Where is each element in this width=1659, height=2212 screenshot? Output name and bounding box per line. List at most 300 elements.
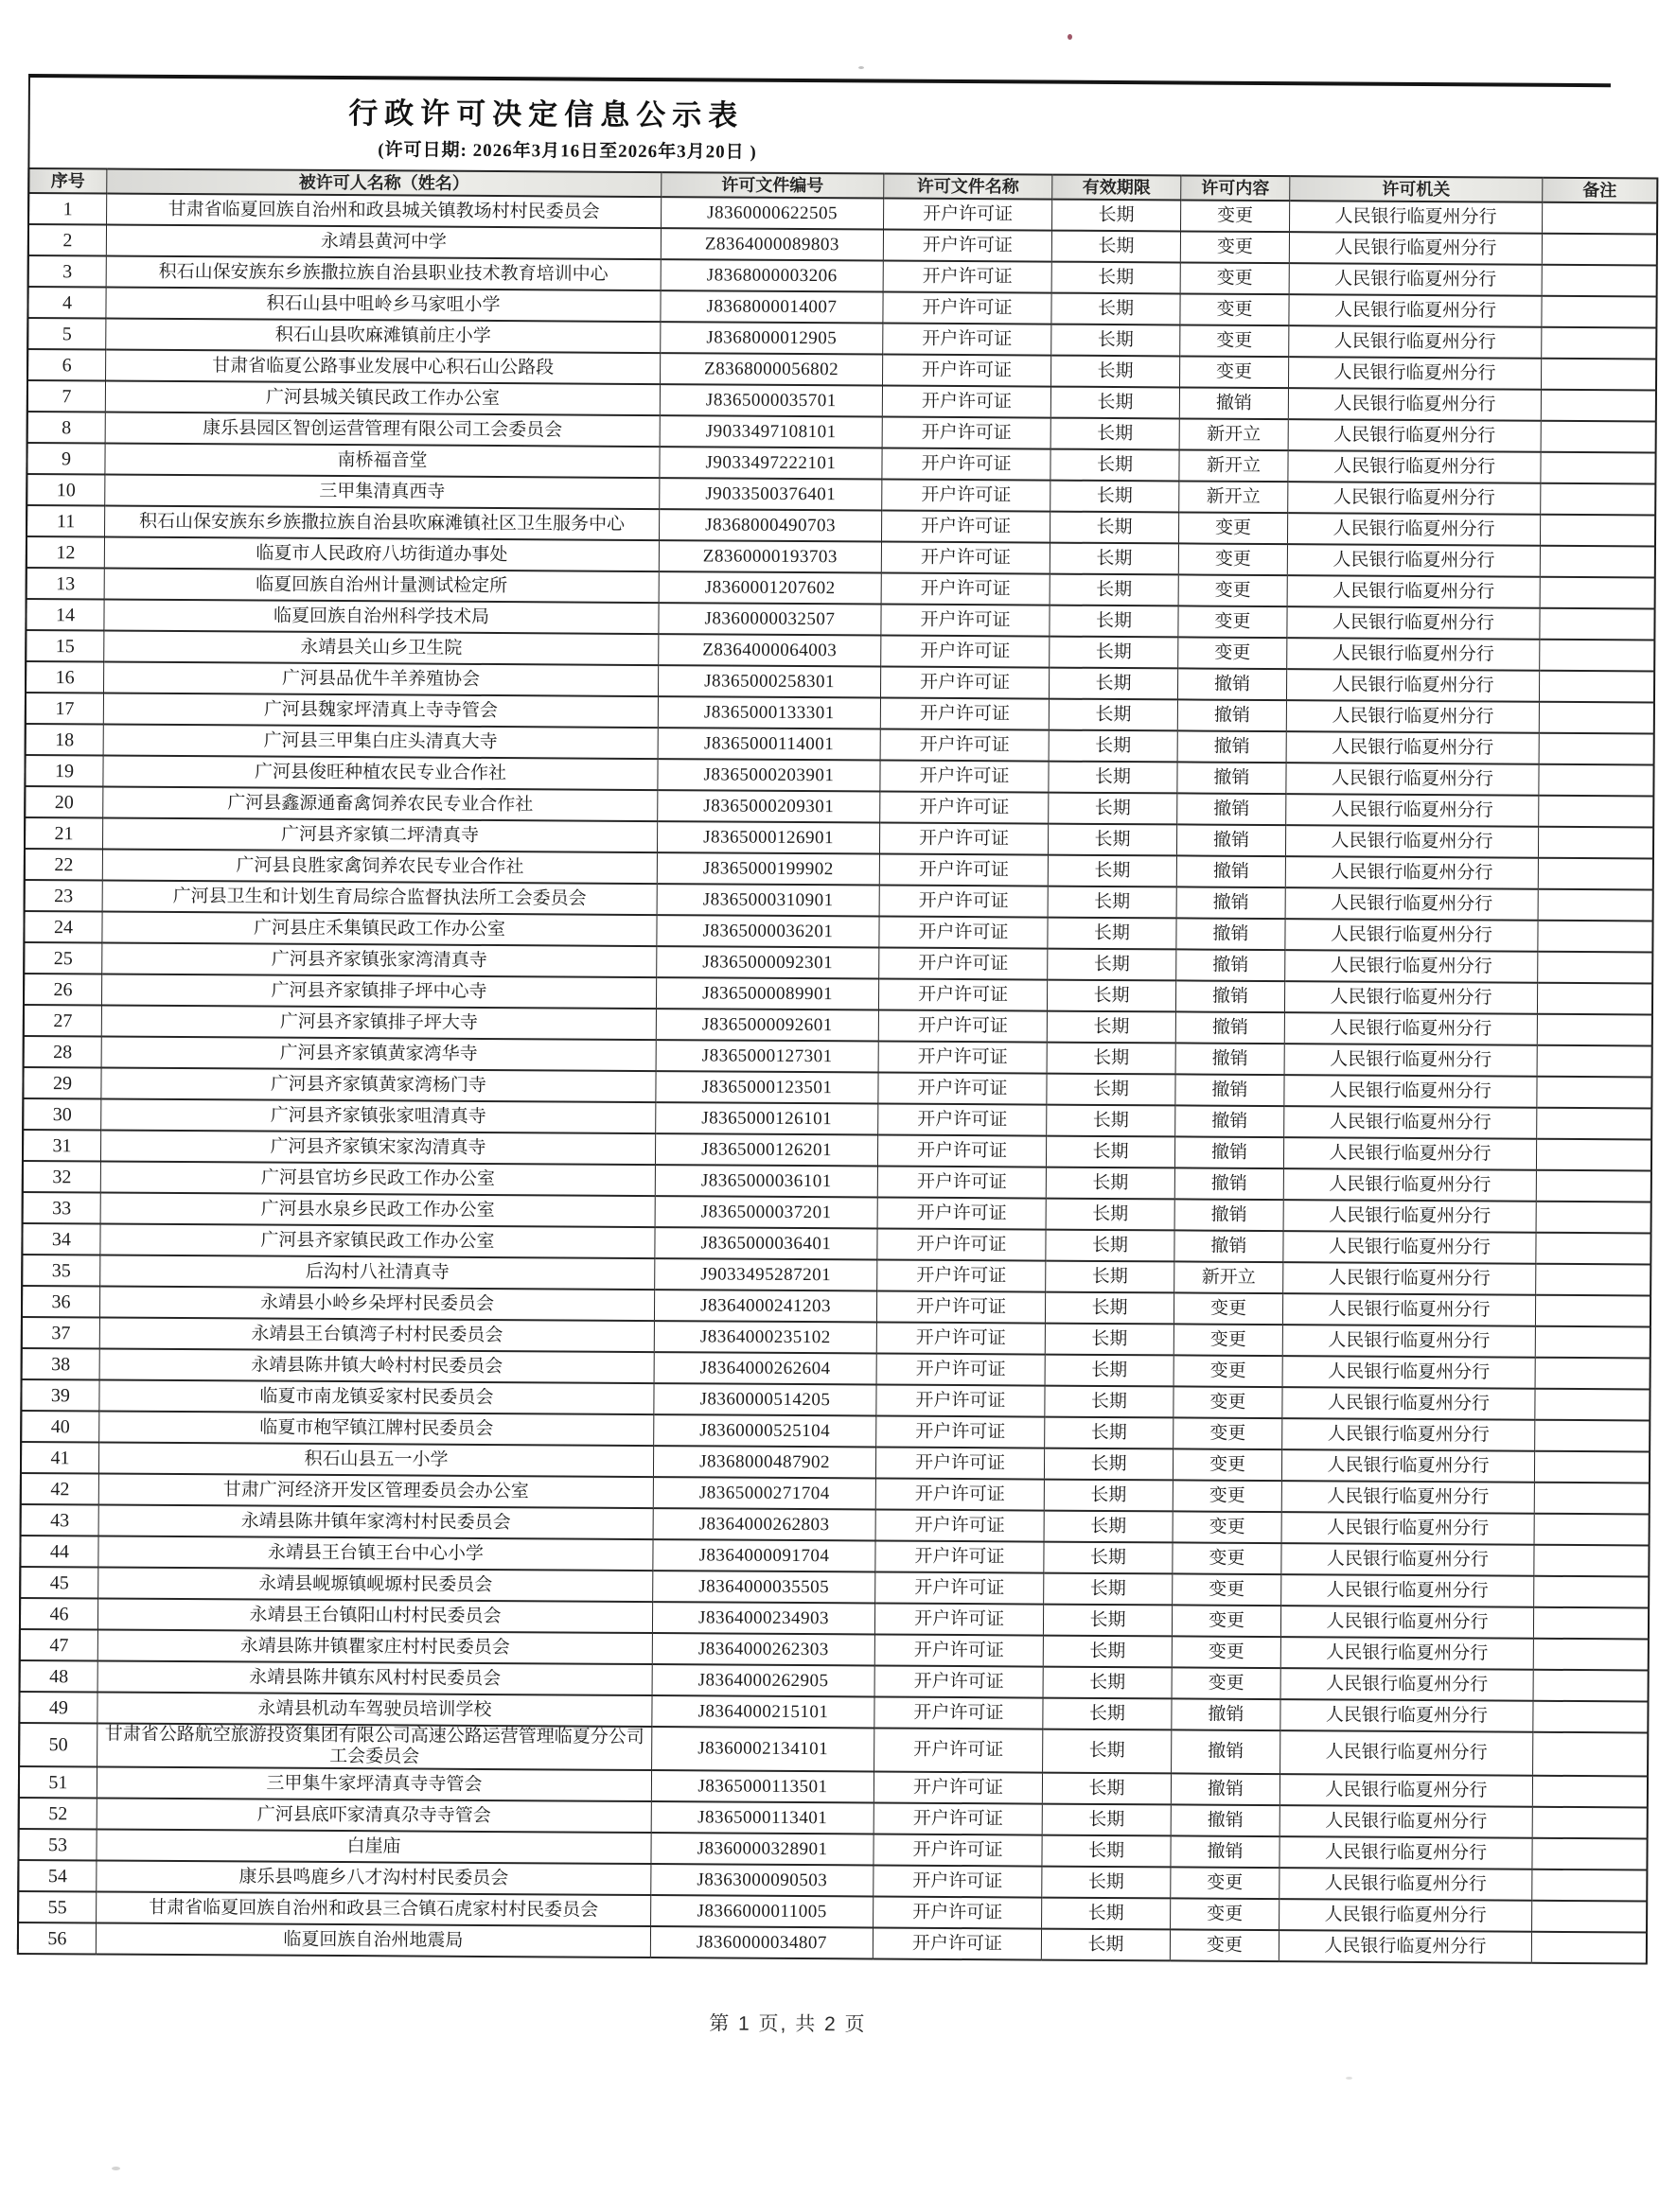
- cell-seq: 23: [25, 880, 103, 912]
- cell-doc-name: 开户许可证: [881, 605, 1050, 637]
- cell-doc-name: 开户许可证: [874, 1728, 1043, 1772]
- cell-licensee: 永靖县机动车驾驶员培训学校: [97, 1692, 652, 1727]
- cell-doc-name: 开户许可证: [877, 1229, 1046, 1261]
- cell-seq: 54: [18, 1860, 97, 1892]
- cell-authority: 人民银行临夏州分行: [1286, 669, 1539, 702]
- cell-remark: [1540, 515, 1655, 547]
- cell-content: 变更: [1180, 262, 1289, 294]
- cell-licensee: 广河县卫生和计划生育局综合监督执法所工会委员会: [102, 880, 657, 915]
- cell-licensee: 三甲集清真西寺: [105, 475, 660, 510]
- cell-seq: 4: [27, 287, 106, 319]
- cell-doc-number: J8365000092601: [656, 1009, 878, 1041]
- cell-seq: 5: [27, 318, 106, 350]
- cell-licensee: 甘肃省临夏回族自治州和政县三合镇石虎家村村民委员会: [97, 1891, 651, 1926]
- cell-licensee: 广河县良胜家禽饲养农民专业合作社: [102, 849, 657, 884]
- cell-remark: [1534, 1514, 1650, 1546]
- cell-remark: [1535, 1358, 1650, 1390]
- cell-authority: 人民银行临夏州分行: [1281, 1543, 1534, 1576]
- cell-validity: 长期: [1042, 1773, 1171, 1805]
- cell-licensee: 南桥福音堂: [105, 444, 660, 479]
- cell-doc-number: J8360001207602: [659, 571, 881, 604]
- cell-validity: 长期: [1044, 1542, 1173, 1574]
- cell-doc-number: J8365000310901: [657, 884, 879, 916]
- cell-seq: 49: [19, 1692, 97, 1724]
- cell-validity: 长期: [1044, 1573, 1173, 1606]
- cell-validity: 长期: [1049, 730, 1177, 763]
- table-body: [18, 193, 1657, 1963]
- cell-seq: 50: [19, 1723, 97, 1767]
- cell-doc-name: 开户许可证: [876, 1415, 1045, 1448]
- cell-seq: 46: [20, 1598, 98, 1630]
- cell-authority: 人民银行临夏州分行: [1284, 1075, 1537, 1108]
- cell-remark: [1539, 733, 1654, 765]
- cell-doc-name: 开户许可证: [880, 729, 1049, 762]
- cell-remark: [1535, 1326, 1650, 1359]
- cell-doc-number: J8360000034807: [650, 1926, 873, 1958]
- cell-content: 撤销: [1171, 1773, 1280, 1805]
- cell-authority: 人民银行临夏州分行: [1282, 1293, 1535, 1326]
- cell-doc-number: J8365000199902: [657, 852, 879, 885]
- cell-seq: 35: [22, 1255, 100, 1287]
- cell-doc-number: J8364000262303: [652, 1633, 874, 1665]
- cell-remark: [1538, 827, 1653, 859]
- cell-seq: 30: [23, 1098, 101, 1131]
- cell-remark: [1535, 1295, 1650, 1327]
- cell-licensee: 永靖县王台镇王台中心小学: [98, 1536, 653, 1571]
- cell-validity: 长期: [1045, 1292, 1174, 1325]
- cell-seq: 22: [25, 849, 103, 881]
- cell-seq: 47: [20, 1629, 98, 1661]
- cell-seq: 21: [25, 817, 103, 850]
- cell-licensee: 广河县鑫源通畜禽饲养农民专业合作社: [103, 786, 658, 821]
- cell-doc-number: Z8364000064003: [659, 634, 881, 666]
- cell-validity: 长期: [1047, 1105, 1175, 1137]
- cell-authority: 人民银行临夏州分行: [1286, 700, 1539, 733]
- cell-validity: 长期: [1050, 574, 1178, 606]
- page-subtitle: (许可日期: 2026年3月16日至2026年3月20日 ): [378, 140, 757, 163]
- cell-doc-number: Z8368000056802: [661, 353, 883, 385]
- cell-doc-name: 开户许可证: [874, 1896, 1042, 1928]
- cell-authority: 人民银行临夏州分行: [1283, 1231, 1536, 1264]
- cell-authority: 人民银行临夏州分行: [1282, 1418, 1535, 1451]
- cell-seq: 39: [21, 1379, 99, 1412]
- cell-doc-name: 开户许可证: [881, 542, 1050, 574]
- cell-doc-name: 开户许可证: [880, 667, 1049, 699]
- cell-doc-number: J8365000113501: [651, 1770, 874, 1802]
- cell-authority: 人民银行临夏州分行: [1280, 1606, 1533, 1639]
- cell-seq: 51: [19, 1766, 97, 1799]
- cell-content: 变更: [1178, 543, 1287, 575]
- cell-content: 变更: [1173, 1542, 1281, 1574]
- cell-licensee: 广河县魏家坪清真上寺寺管会: [103, 693, 658, 728]
- cell-doc-number: J8364000262604: [654, 1352, 876, 1384]
- cell-doc-number: J8364000241203: [654, 1290, 876, 1322]
- cell-doc-name: 开户许可证: [875, 1447, 1044, 1479]
- cell-validity: 长期: [1050, 481, 1179, 513]
- cell-seq: 42: [21, 1473, 99, 1505]
- cell-validity: 长期: [1049, 699, 1177, 731]
- cell-validity: 长期: [1050, 543, 1178, 575]
- cell-remark: [1542, 202, 1657, 235]
- column-header: 被许可人名称（姓名）: [107, 169, 662, 198]
- cell-doc-name: 开户许可证: [880, 698, 1049, 730]
- cell-licensee: 广河县俊旺种植农民专业合作社: [103, 755, 658, 790]
- cell-content: 变更: [1173, 1448, 1281, 1481]
- cell-doc-name: 开户许可证: [883, 355, 1051, 387]
- cell-doc-name: 开户许可证: [877, 1167, 1046, 1199]
- cell-seq: 53: [18, 1829, 97, 1861]
- cell-doc-number: J8365000092301: [657, 946, 879, 978]
- cell-remark: [1542, 234, 1657, 266]
- cell-doc-number: J8368000014007: [661, 290, 883, 323]
- cell-content: 变更: [1180, 231, 1289, 263]
- cell-seq: 43: [21, 1504, 99, 1536]
- cell-doc-number: J8360002134101: [652, 1727, 874, 1771]
- cell-licensee: 临夏市人民政府八坊街道办事处: [104, 537, 659, 572]
- cell-authority: 人民银行临夏州分行: [1285, 856, 1538, 889]
- cell-content: 撤销: [1174, 1136, 1283, 1168]
- cell-content: 变更: [1174, 1292, 1282, 1325]
- cell-validity: 长期: [1045, 1355, 1174, 1387]
- column-header: 许可机关: [1290, 176, 1543, 202]
- cell-content: 撤销: [1177, 730, 1286, 763]
- cell-seq: 17: [26, 693, 104, 725]
- cell-remark: [1536, 1139, 1651, 1171]
- cell-seq: 45: [20, 1567, 98, 1599]
- cell-seq: 20: [25, 786, 103, 818]
- cell-authority: 人民银行临夏州分行: [1283, 1137, 1536, 1170]
- column-header: 许可文件名称: [884, 174, 1052, 200]
- cell-licensee: 临夏市枹罕镇江牌村民委员会: [99, 1411, 654, 1446]
- cell-seq: 14: [26, 599, 104, 631]
- cell-licensee: 广河县品优牛羊养殖协会: [104, 661, 659, 696]
- cell-validity: 长期: [1045, 1324, 1174, 1356]
- cell-seq: 18: [26, 724, 104, 756]
- cell-validity: 长期: [1045, 1386, 1174, 1418]
- cell-validity: 长期: [1044, 1511, 1173, 1543]
- cell-seq: 29: [23, 1067, 101, 1099]
- cell-content: 撤销: [1174, 1230, 1283, 1262]
- cell-doc-name: 开户许可证: [879, 823, 1048, 855]
- cell-remark: [1538, 889, 1653, 922]
- cell-doc-number: J8365000126901: [657, 821, 879, 853]
- cell-content: 变更: [1178, 637, 1287, 669]
- cell-seq: 1: [28, 193, 107, 225]
- column-header: 许可文件编号: [662, 172, 884, 198]
- cell-seq: 32: [23, 1161, 101, 1193]
- cell-licensee: 广河县齐家镇宋家沟清真寺: [100, 1130, 655, 1165]
- column-header: 许可内容: [1181, 175, 1290, 201]
- cell-doc-name: 开户许可证: [876, 1291, 1045, 1324]
- cell-doc-name: 开户许可证: [884, 199, 1052, 231]
- cell-remark: [1539, 764, 1654, 797]
- cell-authority: 人民银行临夏州分行: [1289, 263, 1542, 296]
- cell-authority: 人民银行临夏州分行: [1283, 1200, 1536, 1233]
- cell-doc-name: 开户许可证: [874, 1696, 1043, 1729]
- cell-doc-number: J8365000036201: [657, 915, 879, 947]
- cell-doc-name: 开户许可证: [875, 1509, 1044, 1541]
- cell-validity: 长期: [1046, 1199, 1174, 1231]
- cell-doc-name: 开户许可证: [878, 1042, 1047, 1074]
- cell-doc-name: 开户许可证: [875, 1571, 1044, 1604]
- cell-licensee: 康乐县鸣鹿乡八才沟村村民委员会: [97, 1860, 651, 1895]
- cell-remark: [1533, 1607, 1649, 1640]
- cell-doc-number: J8360000622505: [662, 197, 884, 229]
- cell-remark: [1541, 452, 1656, 484]
- cell-authority: 人民银行临夏州分行: [1287, 544, 1540, 577]
- cell-validity: 长期: [1048, 855, 1176, 887]
- cell-authority: 人民银行临夏州分行: [1280, 1774, 1532, 1807]
- cell-doc-name: 开户许可证: [874, 1665, 1043, 1697]
- cell-remark: [1537, 1077, 1652, 1109]
- cell-doc-number: J8365000203901: [658, 759, 880, 791]
- cell-authority: 人民银行临夏州分行: [1280, 1699, 1533, 1732]
- cell-remark: [1537, 983, 1652, 1015]
- cell-authority: 人民银行临夏州分行: [1281, 1449, 1534, 1483]
- cell-doc-name: 开户许可证: [873, 1927, 1041, 1959]
- cell-doc-number: J8360000525104: [654, 1414, 876, 1447]
- cell-licensee: 积石山县中咀岭乡马家咀小学: [106, 288, 661, 323]
- cell-doc-number: J8368000012905: [661, 322, 883, 354]
- cell-doc-number: J8360000328901: [651, 1833, 874, 1865]
- cell-seq: 26: [24, 974, 102, 1006]
- cell-seq: 36: [22, 1286, 100, 1318]
- cell-doc-name: 开户许可证: [874, 1865, 1042, 1897]
- cell-authority: 人民银行临夏州分行: [1283, 1262, 1536, 1295]
- cell-licensee: 广河县齐家镇张家湾清真寺: [102, 942, 657, 977]
- cell-doc-number: J8360000514205: [654, 1383, 876, 1415]
- cell-seq: 12: [26, 536, 105, 569]
- cell-doc-name: 开户许可证: [876, 1354, 1045, 1386]
- cell-doc-number: J8365000036101: [655, 1165, 877, 1197]
- cell-authority: 人民银行临夏州分行: [1280, 1730, 1533, 1776]
- cell-content: 撤销: [1177, 668, 1286, 700]
- cell-licensee: 积石山县吹麻滩镇前庄小学: [106, 319, 661, 354]
- cell-authority: 人民银行临夏州分行: [1280, 1868, 1532, 1901]
- cell-doc-name: 开户许可证: [882, 448, 1050, 481]
- cell-content: 变更: [1172, 1605, 1280, 1637]
- cell-content: 变更: [1171, 1867, 1280, 1899]
- cell-doc-name: 开户许可证: [878, 1010, 1047, 1043]
- cell-validity: 长期: [1049, 668, 1177, 700]
- cell-validity: 长期: [1051, 356, 1180, 388]
- cell-remark: [1538, 952, 1653, 984]
- cell-content: 变更: [1171, 1898, 1280, 1930]
- cell-licensee: 甘肃省临夏回族自治州和政县城关镇教场村村民委员会: [107, 194, 662, 229]
- cell-validity: 长期: [1043, 1636, 1172, 1668]
- cell-authority: 人民银行临夏州分行: [1287, 606, 1540, 640]
- cell-licensee: 广河县三甲集白庄头清真大寺: [103, 724, 658, 759]
- cell-licensee: 临夏回族自治州科学技术局: [104, 599, 659, 634]
- cell-remark: [1538, 858, 1653, 890]
- cell-validity: 长期: [1050, 418, 1179, 450]
- cell-authority: 人民银行临夏州分行: [1286, 794, 1539, 827]
- cell-remark: [1532, 1776, 1648, 1808]
- cell-authority: 人民银行临夏州分行: [1283, 1168, 1536, 1202]
- cell-content: 撤销: [1175, 1105, 1284, 1137]
- cell-doc-number: J8364000262803: [653, 1508, 875, 1540]
- cell-content: 变更: [1173, 1511, 1281, 1543]
- cell-doc-number: J8368000490703: [660, 509, 882, 541]
- cell-content: 撤销: [1174, 1167, 1283, 1200]
- cell-licensee: 永靖县关山乡卫生院: [104, 630, 659, 665]
- cell-content: 变更: [1174, 1324, 1282, 1356]
- cell-doc-name: 开户许可证: [878, 979, 1047, 1011]
- cell-remark: [1536, 1264, 1651, 1296]
- cell-remark: [1534, 1451, 1650, 1483]
- cell-doc-number: J9033497108101: [660, 415, 882, 448]
- cell-remark: [1540, 577, 1655, 609]
- cell-content: 新开立: [1179, 449, 1288, 482]
- cell-licensee: 康乐县园区智创运营管理有限公司工会委员会: [105, 413, 660, 448]
- cell-doc-name: 开户许可证: [881, 573, 1050, 606]
- cell-validity: 长期: [1042, 1898, 1171, 1930]
- cell-seq: 48: [20, 1660, 98, 1693]
- cell-content: 撤销: [1176, 887, 1285, 919]
- cell-remark: [1541, 483, 1656, 516]
- cell-remark: [1539, 796, 1654, 828]
- cell-authority: 人民银行临夏州分行: [1287, 575, 1540, 608]
- cell-content: 变更: [1174, 1417, 1282, 1449]
- cell-content: 变更: [1178, 574, 1287, 606]
- cell-doc-name: 开户许可证: [877, 1198, 1046, 1230]
- cell-remark: [1535, 1389, 1650, 1421]
- cell-doc-number: J9033497222101: [660, 447, 882, 479]
- cell-authority: 人民银行临夏州分行: [1282, 1325, 1535, 1358]
- cell-remark: [1535, 1420, 1650, 1452]
- cell-authority: 人民银行临夏州分行: [1288, 482, 1541, 515]
- cell-doc-name: 开户许可证: [881, 636, 1050, 668]
- cell-remark: [1540, 640, 1655, 672]
- cell-validity: 长期: [1044, 1448, 1173, 1481]
- cell-seq: 38: [22, 1348, 100, 1380]
- cell-licensee: 白崖庙: [97, 1829, 651, 1864]
- cell-remark: [1532, 1838, 1648, 1870]
- cell-content: 变更: [1172, 1667, 1280, 1699]
- cell-remark: [1539, 671, 1654, 703]
- cell-authority: 人民银行临夏州分行: [1280, 1836, 1532, 1870]
- cell-doc-number: J8365000133301: [658, 696, 880, 729]
- cell-seq: 33: [23, 1192, 101, 1224]
- cell-doc-name: 开户许可证: [881, 511, 1050, 543]
- cell-authority: 人民银行临夏州分行: [1288, 419, 1541, 452]
- cell-remark: [1542, 265, 1657, 297]
- cell-remark: [1542, 296, 1657, 328]
- cell-doc-name: 开户许可证: [876, 1384, 1045, 1416]
- cell-validity: 长期: [1048, 949, 1176, 981]
- cell-doc-number: J9033495287201: [655, 1258, 877, 1290]
- cell-remark: [1532, 1870, 1648, 1902]
- cell-content: 撤销: [1176, 824, 1285, 856]
- cell-licensee: 永靖县小岭乡朵坪村民委员会: [99, 1286, 654, 1321]
- cell-authority: 人民银行临夏州分行: [1280, 1637, 1533, 1670]
- cell-validity: 长期: [1050, 387, 1179, 419]
- scan-speck: [1346, 2077, 1352, 2080]
- cell-remark: [1541, 359, 1656, 391]
- cell-content: 变更: [1178, 606, 1287, 638]
- cell-content: 撤销: [1176, 855, 1285, 887]
- cell-validity: 长期: [1047, 1074, 1175, 1106]
- cell-remark: [1532, 1901, 1648, 1933]
- cell-doc-number: J9033500376401: [660, 478, 882, 510]
- cell-authority: 人民银行临夏州分行: [1285, 950, 1538, 983]
- cell-seq: 37: [22, 1317, 100, 1349]
- cell-validity: 长期: [1049, 762, 1177, 794]
- cell-authority: 人民银行临夏州分行: [1281, 1574, 1534, 1607]
- cell-content: 撤销: [1172, 1729, 1280, 1774]
- cell-licensee: 后沟村八社清真寺: [100, 1255, 655, 1290]
- cell-doc-number: Z8364000089803: [661, 228, 883, 260]
- cell-doc-name: 开户许可证: [883, 230, 1051, 262]
- cell-seq: 41: [21, 1442, 99, 1474]
- cell-validity: 长期: [1050, 512, 1178, 544]
- cell-doc-number: J8365000035701: [660, 384, 882, 416]
- cell-remark: [1531, 1932, 1647, 1964]
- cell-remark: [1536, 1233, 1651, 1265]
- cell-authority: 人民银行临夏州分行: [1289, 294, 1542, 327]
- cell-licensee: 积石山县五一小学: [98, 1442, 653, 1477]
- cell-validity: 长期: [1051, 325, 1180, 357]
- cell-authority: 人民银行临夏州分行: [1286, 763, 1539, 796]
- cell-seq: 28: [24, 1036, 102, 1068]
- cell-authority: 人民银行临夏州分行: [1285, 825, 1538, 858]
- cell-licensee: 临夏市南龙镇妥家村民委员会: [99, 1379, 654, 1414]
- cell-licensee: 广河县城关镇民政工作办公室: [105, 381, 660, 416]
- cell-content: 新开立: [1179, 418, 1288, 450]
- cell-validity: 长期: [1050, 449, 1179, 482]
- cell-validity: 长期: [1043, 1698, 1172, 1730]
- cell-licensee: 广河县齐家镇张家咀清真寺: [101, 1098, 656, 1133]
- cell-seq: 24: [24, 911, 102, 943]
- cell-authority: 人民银行临夏州分行: [1285, 887, 1538, 921]
- cell-validity: 长期: [1041, 1929, 1170, 1961]
- cell-remark: [1537, 1108, 1652, 1140]
- cell-doc-name: 开户许可证: [883, 324, 1051, 356]
- cell-doc-name: 开户许可证: [879, 948, 1048, 980]
- cell-validity: 长期: [1049, 793, 1177, 825]
- cell-licensee: 临夏回族自治州地震局: [96, 1922, 650, 1957]
- cell-validity: 长期: [1046, 1230, 1174, 1262]
- page-title: 行政许可决定信息公示表: [348, 97, 745, 132]
- cell-doc-name: 开户许可证: [877, 1260, 1046, 1292]
- cell-licensee: 永靖县陈井镇东风村村民委员会: [97, 1660, 652, 1695]
- cell-authority: 人民银行临夏州分行: [1284, 1106, 1537, 1139]
- cell-doc-name: 开户许可证: [880, 792, 1049, 824]
- cell-content: 撤销: [1174, 1199, 1283, 1231]
- cell-doc-name: 开户许可证: [878, 1073, 1047, 1105]
- cell-content: 变更: [1179, 356, 1288, 388]
- cell-doc-name: 开户许可证: [880, 761, 1049, 793]
- cell-remark: [1540, 608, 1655, 641]
- cell-licensee: 广河县水泉乡民政工作办公室: [100, 1192, 655, 1227]
- cell-licensee: 永靖县陈井镇瞿家庄村村民委员会: [97, 1629, 652, 1664]
- cell-doc-number: J8365000126201: [655, 1133, 877, 1166]
- cell-licensee: 永靖县岘塬镇岘塬村民委员会: [98, 1567, 653, 1602]
- scan-speck: [858, 66, 864, 69]
- cell-seq: 15: [26, 630, 104, 662]
- cell-validity: 长期: [1045, 1417, 1174, 1449]
- cell-doc-name: 开户许可证: [875, 1478, 1044, 1510]
- cell-validity: 长期: [1046, 1261, 1174, 1293]
- cell-remark: [1539, 702, 1654, 734]
- cell-doc-number: J8365000126101: [656, 1102, 878, 1134]
- cell-licensee: 广河县庄禾集镇民政工作办公室: [102, 911, 657, 946]
- cell-validity: 长期: [1044, 1480, 1173, 1512]
- cell-doc-number: J8364000262905: [652, 1664, 874, 1696]
- column-header: 备注: [1543, 178, 1658, 203]
- cell-licensee: 广河县齐家镇二坪清真寺: [102, 817, 657, 852]
- cell-remark: [1540, 546, 1655, 578]
